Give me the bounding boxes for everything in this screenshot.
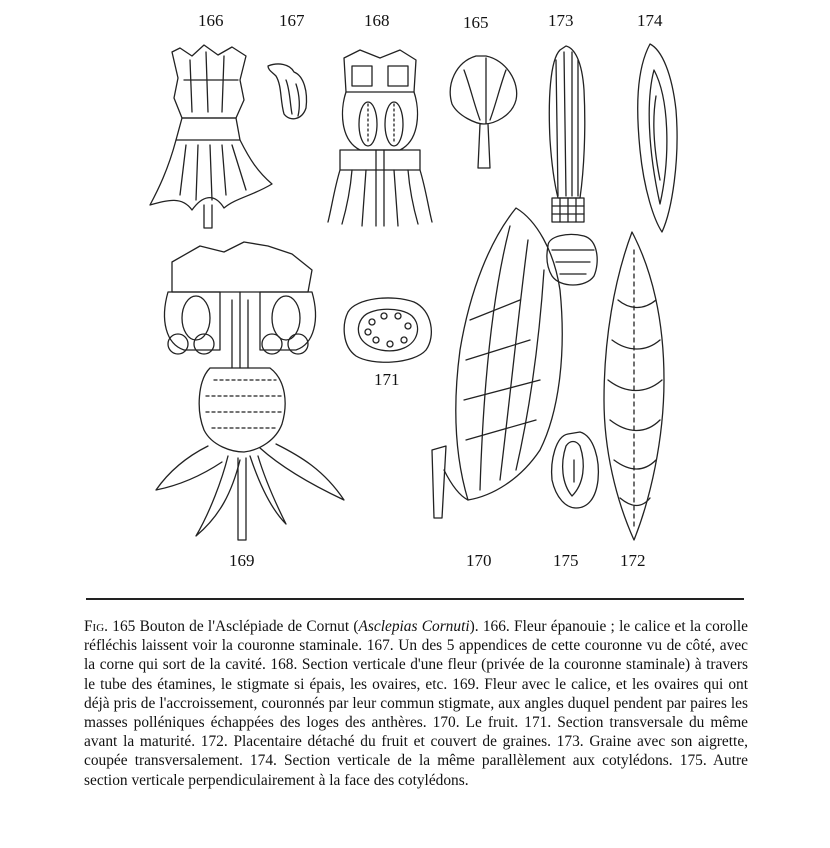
caption-part-2: ). 166. Fleur épanouie ; le calice et la corolle réfléchis laissent voir la couronne staminale. 167. Un des 5 appendices de cette couronne vu de côté, avec la corne qui sort de la cavité. 168. Section verticale d'une fleur (privée de la couronne staminale) à travers le tube des étamines, le stigmate si épais, les ovaires, etc. 169. Fleur avec le calice, et les ovaires qui ont déjà pris de l'accroissement, couronnés par leur commun stigmate, aux angles duquel pendent par paires les masses polléniques échappées des loges des anthères. 170. Le fruit. 171. Section transversale du même avant la maturité. 172. Placentaire détaché du fruit et couvert de graines. 173. Graine avec son aigrette, coupée transversalement. 174. Section verticale de la même parallèlement aux cotylédons. 175. Autre section verticale perpendiculairement à la face des cotylédons.	[84, 618, 748, 789]
label-fig-174: 174	[637, 11, 663, 30]
label-fig-173: 173	[548, 11, 574, 30]
label-fig-167: 167	[279, 11, 305, 30]
caption-divider	[86, 598, 744, 600]
label-fig-166: 166	[198, 11, 224, 30]
label-fig-165: 165	[463, 13, 489, 32]
figure-172-placenta	[604, 232, 664, 540]
figure-173-seed-aigrette	[549, 46, 584, 222]
caption-part-1: 165 Bouton de l'Asclépiade de Cornut (	[108, 618, 359, 635]
label-fig-169: 169	[229, 551, 255, 570]
caption-fig-word: Fig.	[84, 618, 109, 635]
figure-169-flower-calyx	[156, 242, 344, 540]
figure-166-open-flower	[150, 45, 272, 228]
label-fig-171: 171	[374, 370, 400, 389]
label-fig-172: 172	[620, 551, 646, 570]
figure-174-seed-section	[638, 44, 677, 232]
figure-165-bud	[450, 56, 516, 168]
figure-173-cross-section	[547, 234, 597, 285]
figure-167-appendix	[268, 64, 307, 119]
label-fig-175: 175	[553, 551, 579, 570]
caption-species-name: Asclepias Cornuti	[358, 618, 470, 635]
label-fig-168: 168	[364, 11, 390, 30]
figure-170-fruit	[432, 208, 562, 518]
figure-175-seed-section	[552, 432, 599, 508]
figure-171-fruit-section	[344, 298, 431, 362]
label-fig-170: 170	[466, 551, 492, 570]
figure-caption	[84, 617, 748, 790]
figure-168-vertical-section	[328, 50, 432, 226]
